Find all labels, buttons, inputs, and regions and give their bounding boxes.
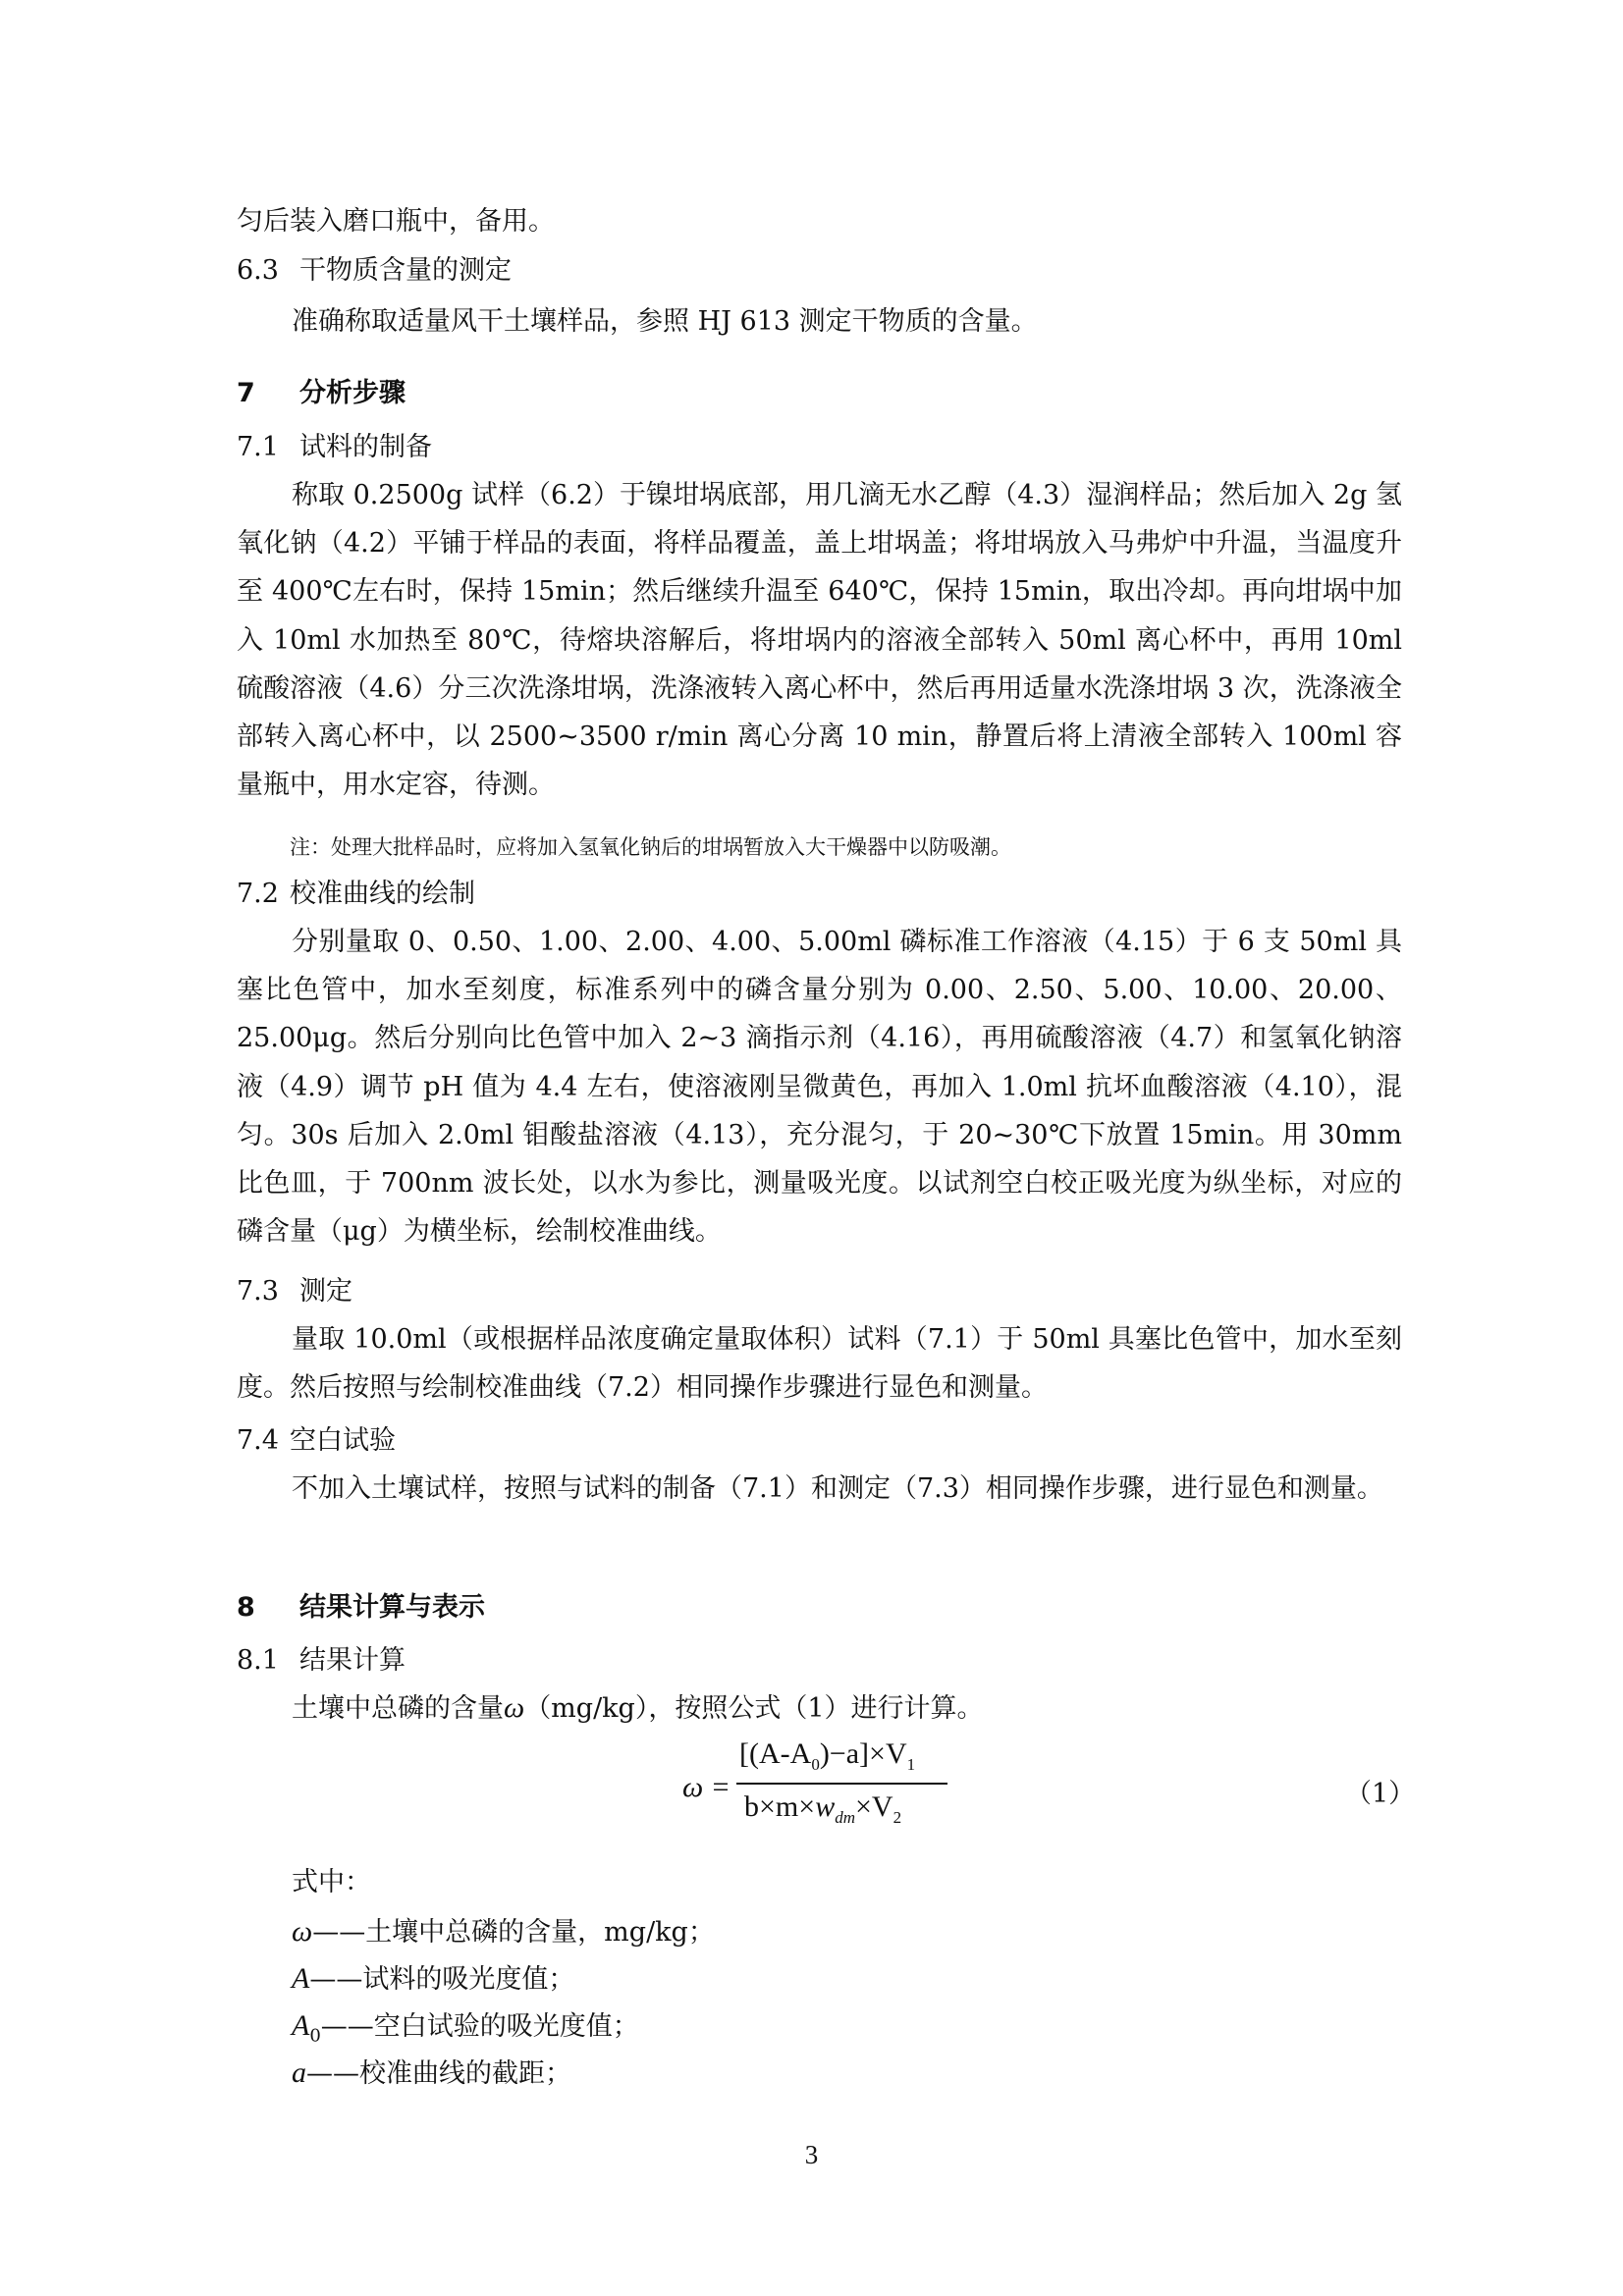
section-7-1-heading (237, 430, 432, 465)
section-number: 7.3 (237, 1276, 279, 1307)
continued-text: 匀后装入磨口瓶中，备用。 (237, 206, 555, 237)
section-number: 8.1 (237, 1645, 279, 1676)
section-7-heading (237, 376, 406, 411)
definition-item: A——试料的吸光度值； (292, 1962, 575, 1995)
section-title: 测定 (299, 1276, 352, 1307)
section-number: 7.1 (237, 432, 279, 462)
formula-lhs: ω = (682, 1771, 730, 1803)
section-7-1-text: 称取 0.2500g 试样（6.2）于镍坩埚底部，用几滴无水乙醇（4.3）湿润样品；然后加入 2g 氢氧化钠（4.2）平铺于样品的表面，将样品覆盖，盖上坩埚盖；将坩埚放入马弗炉中升温，当温度升至 400℃左右时，保持 15min；然后继续升温至 640℃，保持 15min，取出冷却。再向坩埚中加入 10ml 水加热至 80℃，待熔块溶解后，将坩埚内的溶液全部转入 50ml 离心杯中，再用 10ml 硫酸溶液（4.6）分三次洗涤坩埚，洗涤液转入离心杯中，然后再用适量水洗涤坩埚 3 次，洗涤液全部转入离心杯中，以 2500~3500 r/min 离心分离 10 min，静置后将上清液全部转入 100ml 容量瓶中，用水定容，待测。 (237, 480, 1402, 801)
section-7-4-text: 不加入土壤试样，按照与试料的制备（7.1）和测定（7.3）相同操作步骤，进行显色和测量。 (292, 1473, 1383, 1504)
section-title: 干物质含量的测定 (299, 255, 512, 286)
section-number: 7.4 (237, 1425, 279, 1456)
section-7-3-text: 量取 10.0ml（或根据样品浓度确定量取体积）试料（7.1）于 50ml 具塞比色管中，加水至刻度。然后按照与绘制校准曲线（7.2）相同操作步骤进行显色和测量。 (237, 1324, 1402, 1404)
section-title: 结果计算 (299, 1645, 406, 1676)
omega-symbol: ω (504, 1691, 525, 1724)
section-title: 试料的制备 (299, 432, 432, 462)
fraction-bar (736, 1783, 947, 1785)
section-number: 6.3 (237, 255, 279, 286)
section-6-3-heading (237, 253, 512, 289)
page-number: 3 (804, 2140, 819, 2169)
section-7-4-heading (237, 1423, 396, 1459)
definition-item: $A_0——$空白试验的吸光度值； (292, 2009, 639, 2047)
section-7-2-text: 分别量取 0、0.50、1.00、2.00、4.00、5.00ml 磷标准工作溶液（4.15）于 6 支 50ml 具塞比色管中，加水至刻度，标准系列中的磷含量分别为 0.00、2.50、5.00、10.00、20.00、25.00μg。然后分别向比色管中加入 2~3 滴指示剂（4.16），再用硫酸溶液（4.7）和氢氧化钠溶液（4.9）调节 pH 值为 4.4 左右，使溶液刚呈微黄色，再加入 1.0ml 抗坏血酸溶液（4.10），混匀。30s 后加入 2.0ml 钼酸盐溶液（4.13），充分混匀，于 20~30℃下放置 15min。用 30mm 比色皿，于 700nm 波长处，以水为参比，测量吸光度。以试剂空白校正吸光度为纵坐标，对应的磷含量（μg）为横坐标，绘制校准曲线。 (237, 927, 1402, 1248)
section-number: 7.2 (237, 879, 279, 909)
equation-number: （1） (1345, 1779, 1416, 1809)
section-title: 校准曲线的绘制 (290, 879, 475, 909)
section-7-3-heading (237, 1274, 352, 1309)
section-title: 分析步骤 (299, 378, 406, 408)
section-8-1-intro (292, 1690, 984, 1727)
section-8-1-heading (237, 1643, 406, 1679)
section-title: 空白试验 (290, 1425, 396, 1456)
section-title: 结果计算与表示 (299, 1592, 485, 1623)
formula-numerator: $[(A-A_0)-a]\times V_1$ (739, 1737, 916, 1774)
where-label: 式中： (292, 1867, 371, 1897)
section-7-2-heading (237, 877, 475, 912)
section-6-3-text: 准确称取适量风干土壤样品，参照 HJ 613 测定干物质的含量。 (292, 306, 1038, 337)
intro-text: 土壤中总磷的含量 (292, 1693, 504, 1724)
section-number: 8 (237, 1592, 255, 1623)
section-number: 7 (237, 378, 255, 408)
intro-text-2: （mg/kg），按照公式（1）进行计算。 (524, 1693, 984, 1724)
formula-denominator: $b\times m\times w_{dm}\times V_2$ (744, 1790, 902, 1827)
definition-item: a——校准曲线的截距； (292, 2056, 571, 2089)
section-8-heading (237, 1590, 485, 1626)
note-text: 注：处理大批样品时，应将加入氢氧化钠后的坩埚暂放入大干燥器中以防吸潮。 (290, 835, 1011, 859)
definition-item: ω——土壤中总磷的含量，mg/kg； (292, 1915, 715, 1948)
